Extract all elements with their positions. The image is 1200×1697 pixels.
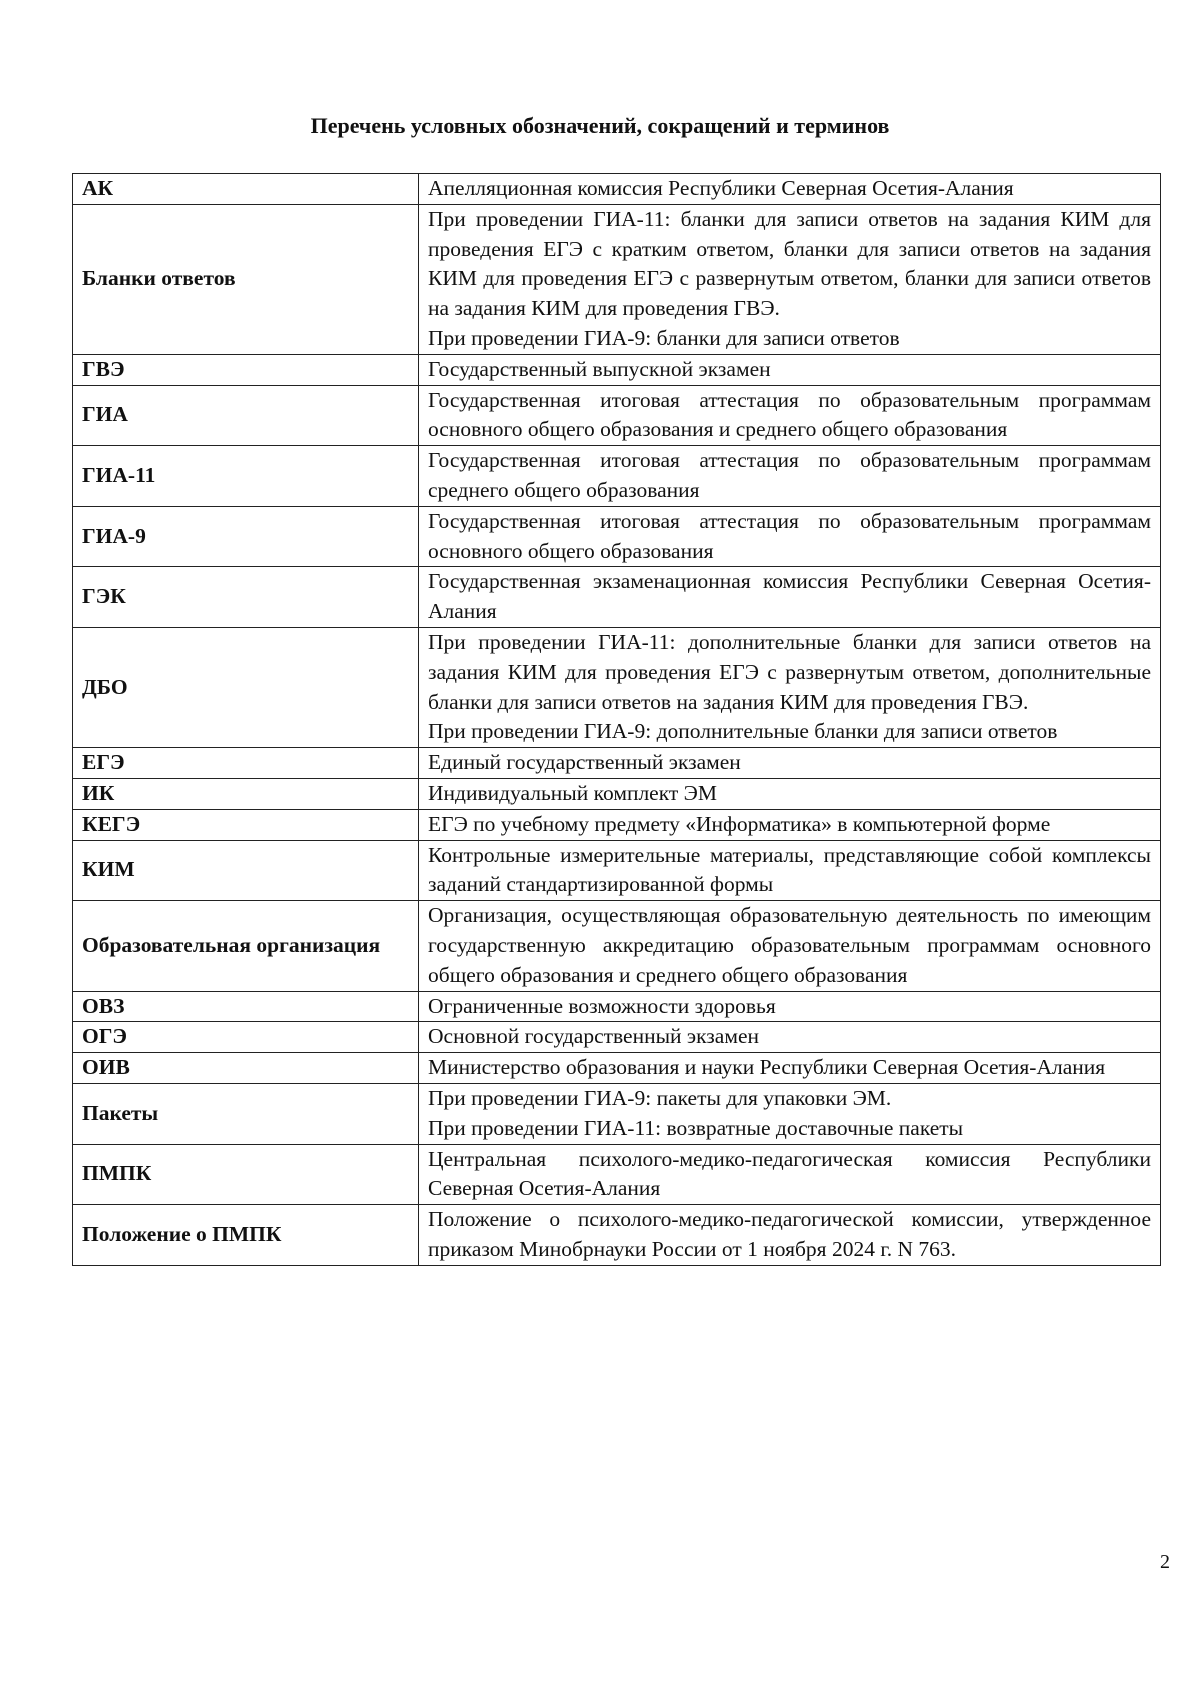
definition-cell [419, 174, 1161, 205]
table-row [73, 809, 1161, 840]
table-row [73, 506, 1161, 567]
table-row [73, 1053, 1161, 1084]
definition-text: Министерство образования и науки Республики Северная Осетия-Алания [428, 1055, 1106, 1080]
definition-cell [419, 901, 1161, 991]
term-cell: КЕГЭ [73, 809, 419, 840]
table-row [73, 446, 1161, 507]
definition-text: Организация, осуществляющая образовательную деятельность по имеющим государственную аккредитацию образовательным программам основного общего образования и среднего общего образования [428, 903, 1151, 987]
table-row [73, 748, 1161, 779]
definition-text: Государственная итоговая аттестация по образовательным программам основного общего образования и среднего общего образования [428, 387, 1151, 442]
table-row [73, 840, 1161, 901]
definition-cell [419, 1022, 1161, 1053]
definition-text: Апелляционная комиссия Республики Северная Осетия-Алания [428, 176, 1014, 200]
definition-cell [419, 991, 1161, 1022]
term-cell: Бланки ответов [73, 204, 419, 354]
abbreviations-table [72, 173, 1161, 1266]
term-cell: ГЭК [73, 567, 419, 628]
table-row [73, 1144, 1161, 1205]
definition-text: Центральная психолого-медико-педагогическая комиссия Республики Северная Осетия-Алания [428, 1146, 1151, 1201]
page-number: 2 [1160, 1551, 1170, 1573]
definition-cell [419, 778, 1161, 809]
definition-text: При проведении ГИА-11: дополнительные бланки для записи ответов на задания КИМ для проведения ЕГЭ с развернутым ответом, дополнительные бланки для записи ответов на задания КИМ для проведения ГВЭ. [428, 629, 1151, 714]
definition-cell [419, 840, 1161, 901]
table-row [73, 627, 1161, 747]
table-row [73, 174, 1161, 205]
definition-text: Основной государственный экзамен [428, 1024, 759, 1049]
definition-text: Ограниченные возможности здоровья [428, 993, 776, 1018]
term-cell: ГВЭ [73, 354, 419, 385]
definition-cell [419, 1144, 1161, 1205]
table-row [73, 204, 1161, 354]
definition-text: Государственная итоговая аттестация по образовательным программам среднего общего образования [428, 448, 1151, 502]
definition-text: При проведении ГИА-11: бланки для записи ответов на задания КИМ для проведения ЕГЭ с кратким ответом, бланки для записи ответов на задания КИМ для проведения ЕГЭ с развернутым ответом, бланки для записи ответов на задания КИМ для проведения ГВЭ. [428, 206, 1151, 321]
table-row [73, 901, 1161, 991]
table-row [73, 778, 1161, 809]
table-row [73, 1022, 1161, 1053]
definition-text: Положение о психолого-медико-педагогической комиссии, утвержденное приказом Минобрнауки России от 1 ноября 2024 г. N 763. [428, 1207, 1151, 1261]
definition-cell [419, 748, 1161, 779]
definition-text: Государственная итоговая аттестация по образовательным программам основного общего образования [428, 508, 1151, 563]
definition-cell [419, 1205, 1161, 1266]
definition-cell [419, 1053, 1161, 1084]
table-row [73, 567, 1161, 628]
definition-cell [419, 204, 1161, 354]
table-row [73, 385, 1161, 446]
definition-text: Единый государственный экзамен [428, 750, 741, 775]
definition-cell [419, 567, 1161, 628]
table-row [73, 1083, 1161, 1144]
definition-cell [419, 809, 1161, 840]
term-cell: ГИА-11 [73, 446, 419, 507]
term-cell: ОГЭ [73, 1022, 419, 1053]
table-row [73, 1205, 1161, 1266]
page-title: Перечень условных обозначений, сокращений и терминов [310, 113, 890, 138]
term-cell: Положение о ПМПК [73, 1205, 419, 1266]
term-cell: ГИА-9 [73, 506, 419, 567]
term-cell: ГИА [73, 385, 419, 446]
term-cell: ЕГЭ [73, 748, 419, 779]
definition-text: ЕГЭ по учебному предмету «Информатика» в компьютерной форме [428, 811, 1051, 836]
term-cell: ОИВ [73, 1053, 419, 1084]
term-cell: ДБО [73, 627, 419, 747]
term-cell: КИМ [73, 840, 419, 901]
definition-text: При проведении ГИА-11: возвратные доставочные пакеты [428, 1115, 964, 1140]
term-cell: Пакеты [73, 1083, 419, 1144]
definition-text: Государственная экзаменационная комиссия Республики Северная Осетия-Алания [428, 569, 1151, 624]
definition-cell [419, 385, 1161, 446]
definition-text: При проведении ГИА-9: бланки для записи ответов [428, 325, 900, 350]
definition-cell [419, 627, 1161, 747]
definition-text: Государственный выпускной экзамен [428, 356, 771, 381]
definition-text: Контрольные измерительные материалы, представляющие собой комплексы заданий стандартизированной формы [428, 842, 1151, 897]
definition-cell [419, 446, 1161, 507]
term-cell: ОВЗ [73, 991, 419, 1022]
definition-text: При проведении ГИА-9: дополнительные бланки для записи ответов [428, 719, 1058, 744]
definition-cell [419, 1083, 1161, 1144]
definition-cell [419, 354, 1161, 385]
term-cell: АК [73, 174, 419, 205]
term-cell: ПМПК [73, 1144, 419, 1205]
term-cell: ИК [73, 778, 419, 809]
table-row [73, 354, 1161, 385]
table-row [73, 991, 1161, 1022]
definition-text: Индивидуальный комплект ЭМ [428, 780, 717, 805]
term-cell: Образовательная организация [73, 901, 419, 991]
definition-text: При проведении ГИА-9: пакеты для упаковки ЭМ. [428, 1085, 892, 1110]
definition-cell [419, 506, 1161, 567]
